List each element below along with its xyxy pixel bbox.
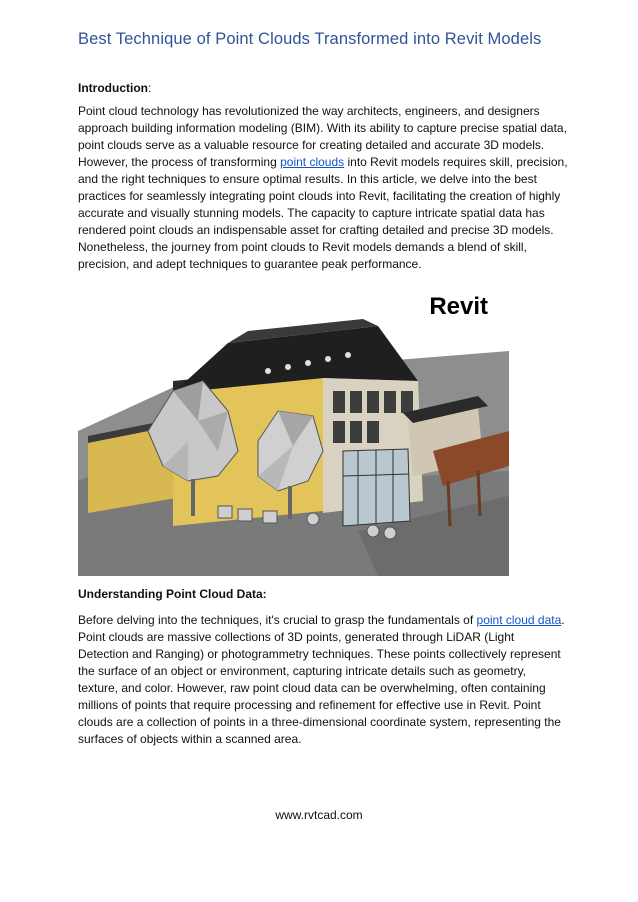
section-text-2: . Point clouds are massive collections of 3D points, generated through LiDAR (Light Detection and Ranging) or photogrammetry techniques. These points collectively represent the surface of an object or environment, capturing intricate details such as geometry, texture, and color. However, raw point cloud data can be overwhelming, often containing millions of points that require processing and refinement for effective use in Revit. Point clouds are a collection of points in a three-dimensional coordinate system, representing the surfaces of objects within a scanned area. — [78, 613, 565, 746]
section-text-1: Before delving into the techniques, it's crucial to grasp the fundamentals of — [78, 613, 477, 627]
intro-paragraph — [78, 103, 568, 273]
building-illustration — [78, 281, 509, 576]
intro-text-1: Point cloud technology has revolutionized the way architects, engineers, and designers approach building information modeling (BIM). With its ability to capture precise spatial data, point clouds serve as a valuable resource for creating detailed and accurate 3D models. However, the process of transforming — [78, 104, 567, 169]
intro-heading — [78, 81, 151, 95]
revit-logo-text: Revit — [429, 293, 488, 320]
footer-url: www.rvtcad.com — [275, 808, 363, 822]
page-title: Best Technique of Point Clouds Transformed into Revit Models — [78, 30, 542, 48]
revit-model-figure — [78, 281, 509, 576]
point-cloud-data-link[interactable]: point cloud data — [476, 613, 562, 627]
section-heading: Understanding Point Cloud Data: — [78, 587, 267, 601]
intro-text-2: into Revit models requires skill, precision, and the right techniques to ensure optimal results. In this article, we delve into the best practices for seamlessly integrating point clouds into Revit, facilitating the creation of highly accurate and visually stunning models. The capacity to capture intricate spatial data has rendered point clouds an indispensable asset for crafting detailed and precise 3D models. Nonetheless, the journey from point clouds to Revit models demands a blend of skill, precision, and adept techniques to guarantee peak performance. — [78, 155, 568, 271]
section-paragraph — [78, 612, 568, 748]
intro-heading-text: Introduction — [78, 81, 148, 95]
point-clouds-link[interactable]: point clouds — [280, 155, 345, 169]
intro-heading-colon: : — [147, 81, 152, 95]
